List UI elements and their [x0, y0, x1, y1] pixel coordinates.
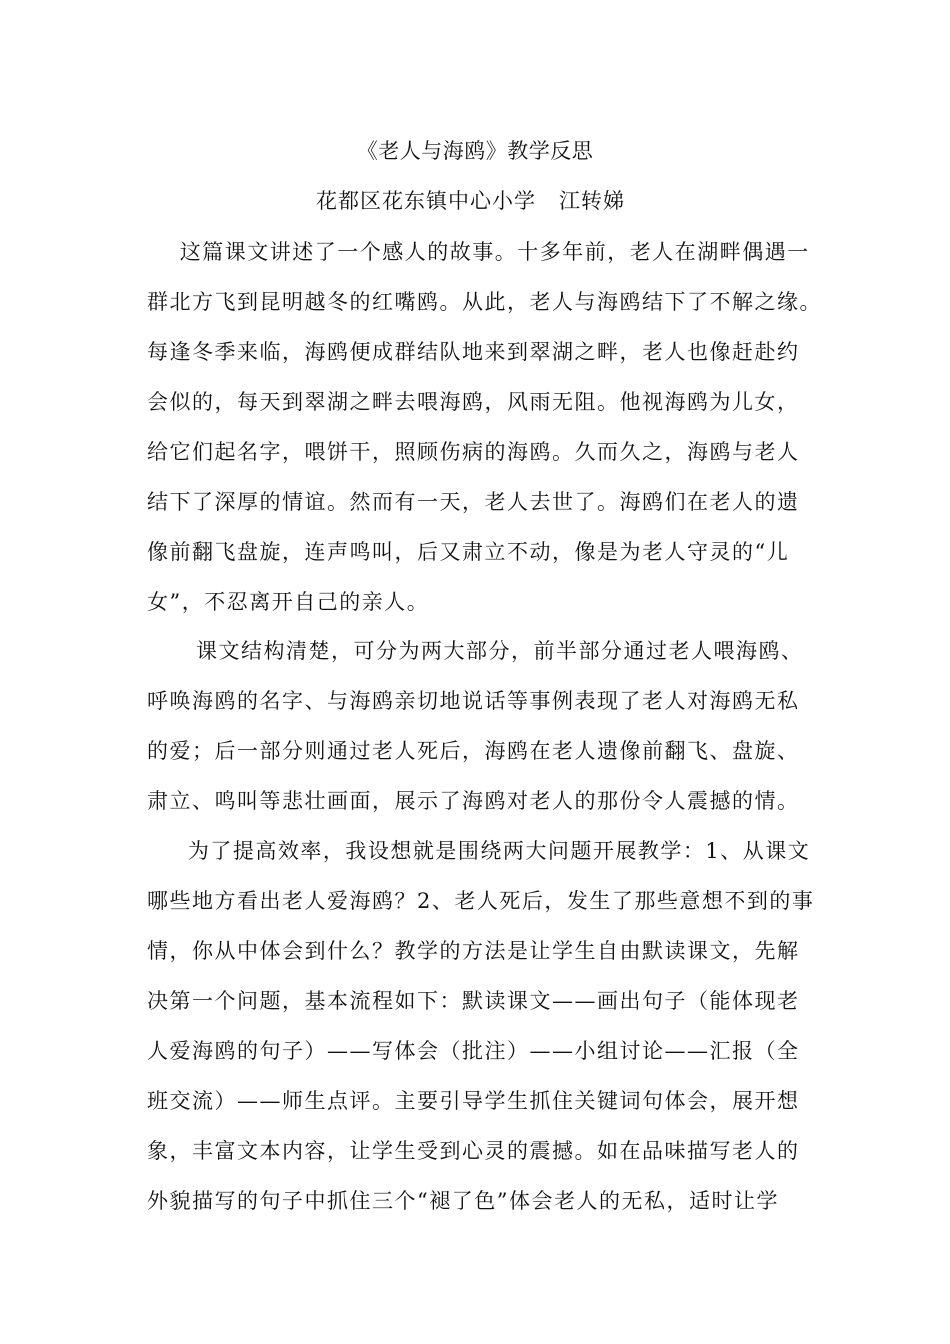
- body-line: 人爱海鸥的句子）——写体会（批注）——小组讨论——汇报（全: [147, 1039, 800, 1063]
- body-line: 为了提高效率，我设想就是围绕两大问题开展教学：1、从课文: [147, 839, 811, 863]
- body-line: 情，你从中体会到什么？教学的方法是让学生自由默读课文，先解: [147, 939, 800, 963]
- body-line: 肃立、鸣叫等悲壮画面，展示了海鸥对老人的那份令人震撼的情。: [147, 789, 800, 813]
- body-line: 呼唤海鸥的名字、与海鸥亲切地说话等事例表现了老人对海鸥无私: [147, 689, 800, 713]
- body-line: 课文结构清楚，可分为两大部分，前半部分通过老人喂海鸥、: [147, 639, 804, 663]
- body-line: 决第一个问题，基本流程如下：默读课文——画出句子（能体现老: [147, 989, 800, 1013]
- body-line: 像前翻飞盘旋，连声鸣叫，后又肃立不动，像是为老人守灵的“儿: [147, 540, 790, 564]
- document-title: 《老人与海鸥》教学反思: [356, 139, 594, 163]
- body-line: 哪些地方看出老人爱海鸥？2、老人死后，发生了那些意想不到的事: [147, 889, 815, 913]
- body-line: 群北方飞到昆明越冬的红嘴鸥。从此，老人与海鸥结下了不解之缘。: [147, 290, 822, 314]
- body-line: 每逢冬季来临，海鸥便成群结队地来到翠湖之畔，老人也像赶赴约: [147, 340, 800, 364]
- body-line: 外貌描写的句子中抓住三个“褪了色”体会老人的无私，适时让学: [147, 1189, 779, 1213]
- body-line: 会似的，每天到翠湖之畔去喂海鸥，风雨无阻。他视海鸥为儿女，: [147, 390, 800, 414]
- body-line: 女”，不忍离开自己的亲人。: [147, 590, 430, 614]
- body-line: 这篇课文讲述了一个感人的故事。十多年前，老人在湖畔偶遇一: [147, 240, 810, 264]
- body-line: 的爱；后一部分则通过老人死后，海鸥在老人遗像前翻飞、盘旋、: [147, 739, 800, 763]
- body-line: 结下了深厚的情谊。然而有一天，老人去世了。海鸥们在老人的遗: [147, 490, 800, 514]
- body-line: 班交流）——师生点评。主要引导学生抓住关键词句体会，展开想: [147, 1089, 800, 1113]
- body-line: 象，丰富文本内容，让学生受到心灵的震撼。如在品味描写老人的: [147, 1139, 800, 1163]
- body-line: 给它们起名字，喂饼干，照顾伤病的海鸥。久而久之，海鸥与老人: [147, 440, 800, 464]
- author-line: 花都区花东镇中心小学 江转娣: [316, 189, 626, 213]
